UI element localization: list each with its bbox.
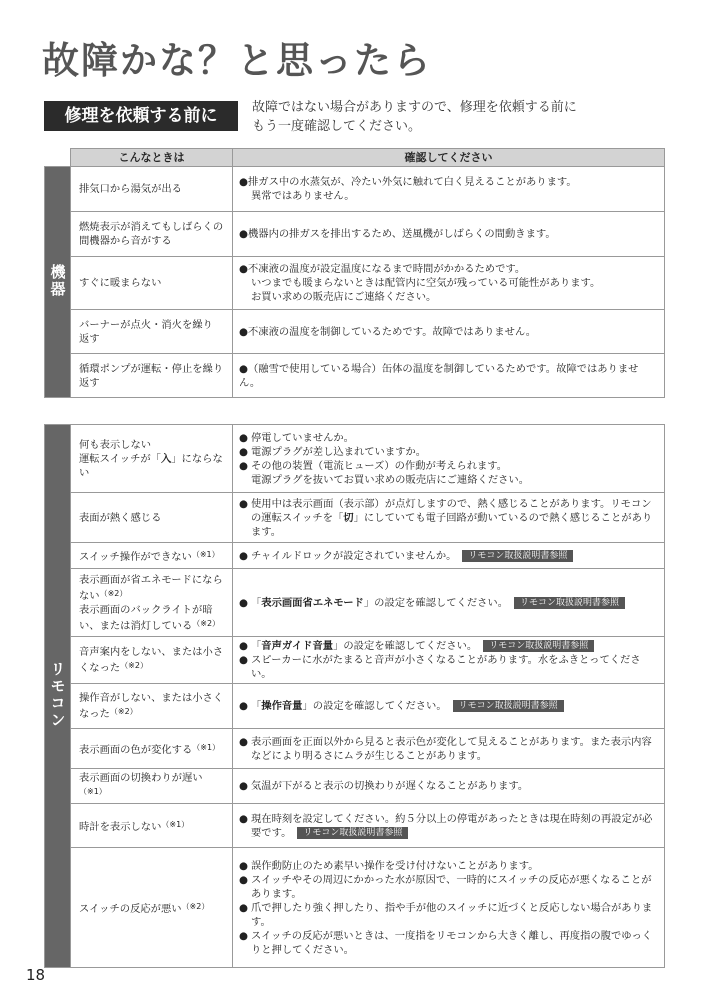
condition-cell: 音声案内をしない、または小さくなった$^{(※2)}$ — [71, 637, 233, 684]
table-row — [45, 493, 665, 543]
intro-line: 故障ではない場合がありますので、修理を依頼する前に — [252, 100, 577, 115]
condition-cell: 何も表示しない 運転スイッチが「入」にならない — [71, 425, 233, 493]
condition-cell: 表面が熱く感じる — [71, 493, 233, 543]
check-cell: ●（融雪で使用している場合）缶体の温度を制御しているためです。故障ではありません。 — [233, 354, 665, 398]
check-cell: ● チャイルドロックが設定されていませんか。 リモコン取扱説明書参照 — [233, 543, 665, 569]
table-row — [45, 257, 665, 310]
table-row — [45, 637, 665, 684]
table-row — [45, 848, 665, 968]
condition-cell: 表示画面が省エネモードにならない$^{(※2)}$ 表示画面のバックライトが暗い、または消灯している$^{(※2)}$ — [71, 569, 233, 637]
condition-cell: スイッチ操作ができない$^{(※1)}$ — [71, 543, 233, 569]
check-cell: ● 「操作音量」の設定を確認してください。 リモコン取扱説明書参照 — [233, 684, 665, 729]
table-header-row — [45, 149, 665, 167]
intro-line: もう一度確認してください。 — [252, 119, 422, 134]
table-row — [45, 804, 665, 848]
check-cell: ● 誤作動防止のため素早い操作を受け付けないことがあります。 ● スイッチやその周辺にかかった水が原因で、一時的にスイッチの反応が悪くなることがあります。 ● 爪で押したり強く押したり、指や手が他のスイッチに近づくと反応しない場合があります。 ● スイッチの反応が悪いときは、一度指をリモコンから大きく離し、再度指の腹でゆっくりと押してください。 — [233, 848, 665, 968]
check-cell: ● 停電していませんか。 ● 電源プラグが差し込まれていますか。 ● その他の装置（電流ヒューズ）の作動が考えられます。 電源プラグを抜いてお買い求めの販売店にご連絡ください。 — [233, 425, 665, 493]
table-row — [45, 769, 665, 804]
column-header-condition: こんなときは — [71, 149, 233, 167]
condition-cell: 表示画面の切換わりが遅い$^{(※1)}$ — [71, 769, 233, 804]
table-row — [45, 354, 665, 398]
check-cell: ● 表示画面を正面以外から見ると表示色が変化して見えることがあります。また表示内容などにより明るさにムラが生じることがあります。 — [233, 729, 665, 769]
check-cell: ●不凍液の温度が設定温度になるまで時間がかかるためです。 いつまでも暖まらないときは配管内に空気が残っている可能性があります。 お買い求めの販売店にご連絡ください。 — [233, 257, 665, 310]
intro-text — [252, 98, 577, 136]
remocon-manual-ref-badge: リモコン取扱説明書参照 — [462, 550, 573, 562]
section-badge: 修理を依頼する前に — [44, 101, 238, 131]
check-cell: ● 「音声ガイド音量」の設定を確認してください。 リモコン取扱説明書参照 ● スピーカーに水がたまると音声が小さくなることがあります。水をふきとってください。 — [233, 637, 665, 684]
condition-cell: スイッチの反応が悪い$^{(※2)}$ — [71, 848, 233, 968]
kiki-table — [44, 148, 665, 398]
table-row — [45, 543, 665, 569]
table-row — [45, 212, 665, 257]
section-label-kiki: 機器 — [45, 167, 71, 398]
remocon-manual-ref-badge: リモコン取扱説明書参照 — [453, 700, 564, 712]
condition-cell: 操作音がしない、または小さくなった$^{(※2)}$ — [71, 684, 233, 729]
check-cell: ● 使用中は表示画面（表示部）が点灯しますので、熱く感じることがあります。リモコンの運転スイッチを「切」にしていても電子回路が動いているので熱く感じることがあります。 — [233, 493, 665, 543]
check-cell: ●排ガス中の水蒸気が、冷たい外気に触れて白く見えることがあります。 異常ではありません。 — [233, 167, 665, 212]
table-row — [45, 167, 665, 212]
condition-cell: 表示画面の色が変化する$^{(※1)}$ — [71, 729, 233, 769]
condition-cell: 燃焼表示が消えてもしばらくの 間機器から音がする — [71, 212, 233, 257]
condition-cell: 時計を表示しない$^{(※1)}$ — [71, 804, 233, 848]
remocon-manual-ref-badge: リモコン取扱説明書参照 — [297, 827, 408, 839]
check-cell: ● 現在時刻を設定してください。約５分以上の停電があったときは現在時刻の再設定が必要です。 リモコン取扱説明書参照 — [233, 804, 665, 848]
remocon-table — [44, 424, 665, 968]
remocon-manual-ref-badge: リモコン取扱説明書参照 — [514, 597, 625, 609]
page-title: 故障かな？と思ったら — [42, 39, 432, 82]
condition-cell: 循環ポンプが運転・停止を繰り 返す — [71, 354, 233, 398]
section-label-remocon: リモコン — [45, 425, 71, 968]
table-row — [45, 729, 665, 769]
table-row — [45, 310, 665, 354]
check-cell: ● 「表示画面省エネモード」の設定を確認してください。 リモコン取扱説明書参照 — [233, 569, 665, 637]
check-cell: ●機器内の排ガスを排出するため、送風機がしばらくの間動きます。 — [233, 212, 665, 257]
check-cell: ●不凍液の温度を制御しているためです。故障ではありません。 — [233, 310, 665, 354]
page-number: 18 — [26, 966, 46, 984]
remocon-manual-ref-badge: リモコン取扱説明書参照 — [483, 640, 594, 652]
table-row — [45, 684, 665, 729]
condition-cell: バーナーが点火・消火を繰り 返す — [71, 310, 233, 354]
header-spacer — [45, 149, 71, 167]
condition-cell: 排気口から湯気が出る — [71, 167, 233, 212]
column-header-check: 確認してください — [233, 149, 665, 167]
table-row — [45, 425, 665, 493]
condition-cell: すぐに暖まらない — [71, 257, 233, 310]
check-cell: ● 気温が下がると表示の切換わりが遅くなることがあります。 — [233, 769, 665, 804]
table-row — [45, 569, 665, 637]
